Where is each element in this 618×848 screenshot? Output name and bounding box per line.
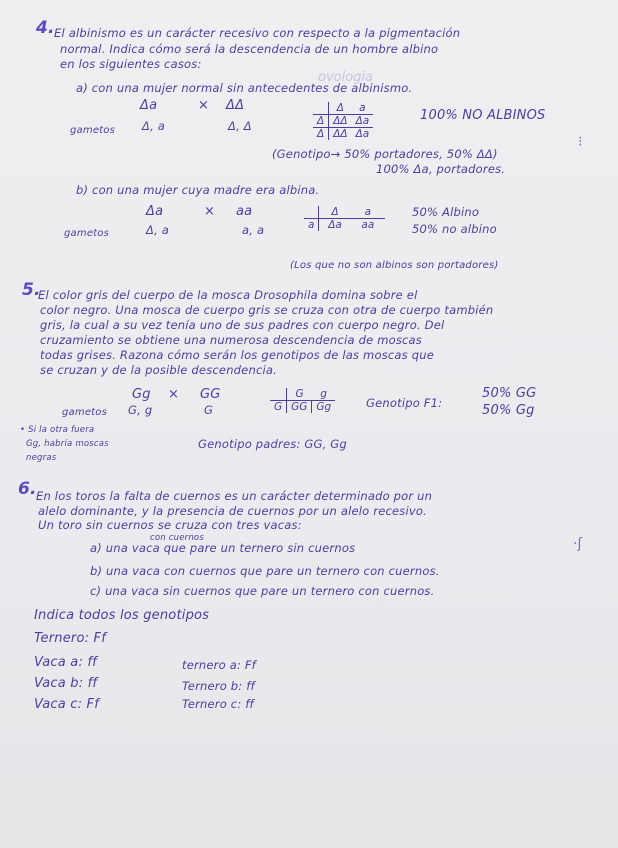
punnett-row-label: Δ xyxy=(313,128,329,141)
q5-gametes-left: G, g xyxy=(128,403,153,417)
q4a-cross-x: × xyxy=(198,98,210,113)
q5-number: 5. xyxy=(22,280,41,300)
punnett-cell: Gg xyxy=(316,401,332,413)
q6-option-c: c) una vaca sin cuernos que pare un ternero con cuernos. xyxy=(90,584,435,598)
q4b-cross-left: Δa xyxy=(146,204,164,219)
q4b-gametes-left: Δ, a xyxy=(146,223,170,237)
q5-f1-1: 50% GG xyxy=(482,386,537,401)
punnett-row-label: a xyxy=(304,219,319,232)
punnett-cell: aa xyxy=(361,219,375,231)
bleed-through-text: ovologia xyxy=(318,70,373,85)
punnett-cell: Δa xyxy=(355,128,370,140)
punnett-header-cell: G xyxy=(287,388,312,401)
q5-gametos-label: gametos xyxy=(62,407,108,418)
q5-side-note2: Gg, habría moscas xyxy=(26,439,109,449)
q6-vaca-a: Vaca a: ff xyxy=(34,655,97,670)
punnett-corner xyxy=(313,102,329,115)
punnett-corner xyxy=(304,206,319,219)
q6-vaca-b: Vaca b: ff xyxy=(34,676,98,691)
q4a-result: 100% NO ALBINOS xyxy=(420,108,546,123)
punnett-header-cell: Δ xyxy=(319,206,351,219)
q4a-cross-right: ΔΔ xyxy=(226,98,245,113)
q4a-text: a) con una mujer normal sin antecedentes de albinismo. xyxy=(76,81,413,95)
q4a-gametes-left: Δ, a xyxy=(142,119,166,133)
punnett-cell: GG xyxy=(287,401,312,414)
q4b-gametos-label: gametos xyxy=(64,228,110,239)
q6-number: 6. xyxy=(18,479,37,499)
q5-line3: gris, la cual a su vez tenía uno de sus padres con cuerpo negro. Del xyxy=(40,318,445,332)
q4b-result1: 50% Albino xyxy=(412,205,480,219)
q4-line2: normal. Indica cómo será la descendencia de un hombre albino xyxy=(60,42,439,56)
punnett-header-cell: a xyxy=(352,102,374,115)
q6-vaca-c: Vaca c: Ff xyxy=(34,697,99,712)
punnett-cell: Δa xyxy=(352,115,374,128)
q4a-gametos-label: gametos xyxy=(70,125,116,136)
q5-gametes-right: G xyxy=(204,403,214,417)
q5-line4: cruzamiento se obtiene una numerosa descendencia de moscas xyxy=(40,333,422,347)
punnett-corner xyxy=(270,388,287,401)
q6-ternero-c: Ternero c: ff xyxy=(182,697,254,711)
q4a-final-line: 100% Δa, portadores. xyxy=(376,162,506,176)
q5-padres: Genotipo padres: GG, Gg xyxy=(198,437,347,451)
q6-ternero-a: ternero a: Ff xyxy=(182,658,256,672)
q6-line2: alelo dominante, y la presencia de cuernos por un alelo recesivo. xyxy=(38,504,427,518)
q6-ternero: Ternero: Ff xyxy=(34,631,106,646)
punnett-cell: Δa xyxy=(328,219,342,231)
q4a-punnett-square xyxy=(313,102,373,140)
q5-line1: El color gris del cuerpo de la mosca Drosophila domina sobre el xyxy=(38,288,418,302)
q5-line2: color negro. Una mosca de cuerpo gris se cruza con otra de cuerpo también xyxy=(40,303,494,317)
q4b-cross-x: × xyxy=(204,204,216,219)
q4-line3: en los siguientes casos: xyxy=(60,57,202,71)
punnett-header-cell: g xyxy=(312,388,335,401)
q5-cross-right: GG xyxy=(200,387,221,402)
q5-line5: todas grises. Razona cómo serán los genotipos de las moscas que xyxy=(40,348,434,362)
q5-f1-2: 50% Gg xyxy=(482,403,535,418)
q6-line1: En los toros la falta de cuernos es un carácter determinado por un xyxy=(36,489,433,503)
q6-ternero-b: Ternero b: ff xyxy=(182,679,255,693)
q5-punnett-square xyxy=(270,388,335,413)
punnett-header-cell: Δ xyxy=(329,102,352,115)
q4b-punnett-square xyxy=(304,206,385,231)
punnett-header-cell: a xyxy=(351,206,385,219)
punnett-cell: ΔΔ xyxy=(329,115,352,128)
q5-cross-x: × xyxy=(168,387,180,402)
q4b-gametes-right: a, a xyxy=(242,223,265,237)
margin-mark: ⁝ xyxy=(578,134,583,150)
margin-mark: ·ʃ xyxy=(573,536,583,552)
q5-genotipo-f1-label: Genotipo F1: xyxy=(366,396,443,410)
q4-line1: El albinismo es un carácter recesivo con respecto a la pigmentación xyxy=(54,26,461,40)
punnett-row-label: G xyxy=(270,401,287,414)
q6-option-b: b) una vaca con cuernos que pare un ternero con cuernos. xyxy=(90,564,440,578)
q4b-note: (Los que no son albinos son portadores) xyxy=(290,260,499,271)
punnett-cell: ΔΔ xyxy=(333,128,348,140)
q5-side-note3: negras xyxy=(26,453,57,463)
q4-number: 4. xyxy=(36,18,55,38)
q4b-cross-right: aa xyxy=(236,204,253,219)
q4b-text: b) con una mujer cuya madre era albina. xyxy=(76,183,320,197)
q5-line6: se cruzan y de la posible descendencia. xyxy=(40,363,277,377)
q4b-result2: 50% no albino xyxy=(412,222,497,236)
q4a-gametes-right: Δ, Δ xyxy=(228,119,252,133)
q4a-cross-left: Δa xyxy=(140,98,158,113)
q6-line3: Un toro sin cuernos se cruza con tres vacas: xyxy=(38,518,302,532)
q4a-genotipo-line: (Genotipo→ 50% portadores, 50% ΔΔ) xyxy=(272,147,498,161)
punnett-row-label: Δ xyxy=(313,115,329,128)
q5-side-note1: • Si la otra fuera xyxy=(20,425,95,435)
q6-insert: con cuernos xyxy=(150,533,204,543)
q5-cross-left: Gg xyxy=(132,387,151,402)
q6-indica: Indica todos los genotipos xyxy=(34,608,210,623)
q6-option-a: a) una vaca que pare un ternero sin cuernos xyxy=(90,541,356,555)
